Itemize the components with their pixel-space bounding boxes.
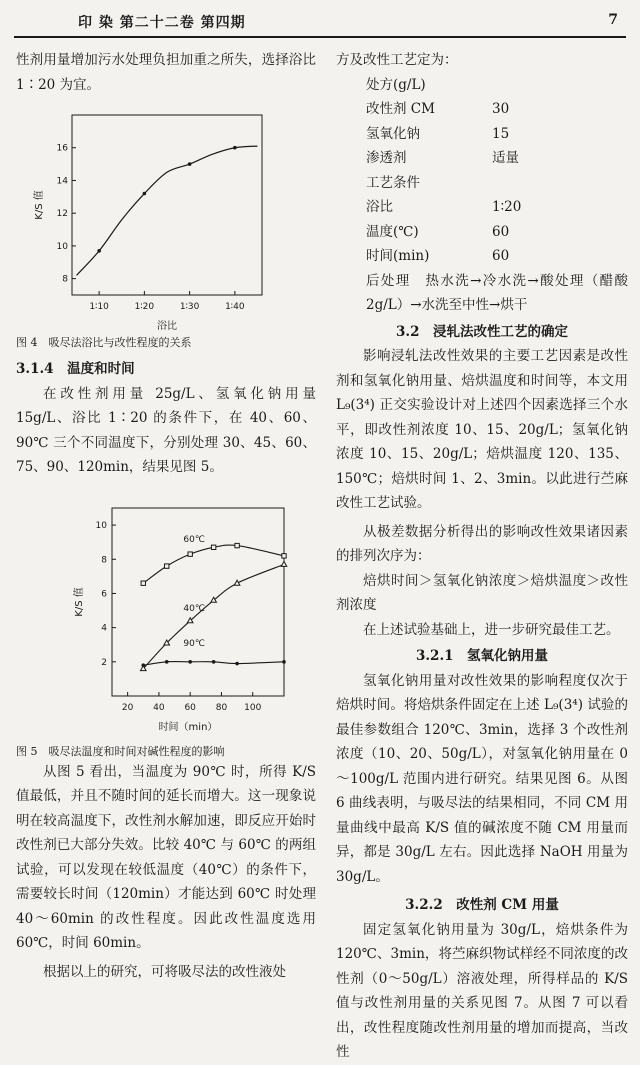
x-tick-label: 1∶40 — [225, 302, 245, 312]
series-label: 60℃ — [183, 534, 205, 545]
y-axis-title: K/S 值 — [74, 586, 85, 617]
y-tick-label: 8 — [101, 554, 107, 565]
section-heading-3-2: 3.2 浸轧法改性工艺的确定 — [396, 323, 568, 340]
section-heading-3-1-4: 3.1.4 温度和时间 — [16, 361, 135, 377]
recipe-row — [366, 97, 628, 122]
journal-title: 印 染 第二十二卷 第四期 — [78, 15, 246, 31]
data-point — [165, 660, 169, 664]
condition-value: 60 — [492, 223, 510, 240]
recipe-value: 15 — [492, 125, 510, 142]
y-tick-label: 2 — [101, 657, 107, 668]
condition-key: 浴比 — [366, 199, 393, 215]
series-line — [143, 564, 284, 668]
y-tick-label: 4 — [101, 623, 107, 634]
y-tick-label: 16 — [56, 143, 68, 154]
x-tick-label: 100 — [244, 702, 262, 713]
series-line — [77, 146, 258, 275]
condition-key: 时间(min) — [366, 248, 430, 264]
data-point — [281, 561, 287, 566]
recipe-key: 氢氧化钠 — [366, 125, 420, 142]
x-tick-label: 1∶10 — [89, 302, 109, 312]
section-heading-3-2-2: 3.2.2 改性剂 CM 用量 — [405, 897, 559, 913]
section-heading-3-2-1: 3.2.1 氢氧化钠用量 — [415, 648, 549, 664]
x-axis-title: 浴比 — [157, 321, 177, 332]
x-tick-label: 80 — [215, 702, 228, 713]
recipe-row — [366, 146, 628, 171]
recipe-key: 渗透剂 — [366, 150, 407, 166]
paragraph: 从图 5 看出，当温度为 90℃ 时，所得 K/S 值最低，并且不随时间的延长而增大。这一现象说明在较高温度下，改性剂水解加速，即反应开始时改性剂已大部分失效。比较 40℃ 与 60℃ 的两组试验，可以发现在较低温度（40℃）的条件下，需要较长时间（120min）才能达到 60℃ 时处理 40～60min 的改性程度。因此改性温度选用 60℃，时间 60min。 — [16, 763, 316, 951]
right-column — [336, 48, 628, 1065]
condition-key: 温度(℃) — [366, 223, 419, 240]
figure-5-caption: 图 5 吸尽法温度和时间对碱性程度的影响 — [16, 744, 225, 758]
data-point — [235, 543, 239, 547]
data-point — [188, 660, 192, 664]
recipe-value: 30 — [492, 101, 510, 117]
data-point — [235, 661, 239, 665]
x-axis-title: 时间（min） — [158, 721, 218, 733]
paragraph: 性剂用量增加污水处理负担加重之所失，选择浴比 1∶20 为宜。 — [16, 52, 316, 93]
page-number: 7 — [608, 12, 618, 28]
header-rule — [14, 36, 626, 38]
data-point — [188, 162, 192, 166]
data-point — [143, 192, 147, 196]
data-point — [141, 581, 145, 585]
y-tick-label: 10 — [56, 241, 68, 252]
x-tick-label: 1∶30 — [179, 302, 200, 312]
x-tick-label: 60 — [184, 702, 196, 713]
paragraph: 根据以上的研究，可将吸尽法的改性液处 — [43, 963, 286, 980]
figure-4-chart — [16, 97, 316, 333]
paragraph: 方及改性工艺定为： — [336, 52, 458, 68]
recipe-block — [336, 73, 628, 269]
data-point — [141, 663, 145, 667]
condition-row — [366, 195, 628, 220]
data-point — [165, 563, 169, 567]
paragraph: 氢氧化钠用量对改性效果的影响程度仅次于焙烘时间。将焙烘条件固定在上述 L₉(3⁴) 试验的最佳参数组合 120℃、3min，选择 3 个改性剂浓度（10、20、50g/L），对氢氧化钠用量在 0～100g/L 范围内进行研究。结果见图 6。从图 6 曲线表明，与吸尽法的结果相同，不同 CM 用量曲线中最高 K/S 值的碱浓度不随 CM 用量而异，都是 30g/L 左右。因此选择 NaOH 用量为 30g/L。 — [336, 672, 628, 885]
figure-4 — [16, 97, 316, 333]
y-axis-title: K/S 值 — [34, 190, 45, 220]
recipe-key: 改性剂 CM — [366, 101, 435, 117]
data-point — [282, 660, 286, 664]
condition-title: 工艺条件 — [366, 174, 420, 191]
figure-5-chart — [16, 486, 316, 742]
data-point — [282, 553, 286, 557]
paragraph: 焙烘时间＞氢氧化钠浓度＞焙烘温度＞改性剂浓度 — [336, 572, 628, 613]
recipe-title: 处方(g/L) — [366, 76, 426, 93]
running-header — [78, 12, 618, 34]
post-treatment: 后处理 热水洗→冷水洗→酸处理（醋酸 2g/L）→水洗至中性→烘干 — [366, 272, 628, 313]
paragraph: 在上述试验基础上，进一步研究最佳工艺。 — [363, 621, 620, 638]
paragraph: 在改性剂用量 25g/L、氢氧化钠用量 15g/L、浴比 1∶20 的条件下，在 40、60、90℃ 三个不同温度下，分别处理 30、45、60、75、90、120min，结果见图 5。 — [16, 385, 316, 475]
x-tick-label: 40 — [153, 702, 165, 713]
paragraph: 固定氢氧化钠用量为 30g/L，焙烘条件为 120℃、3min，将苎麻织物试样经不同浓度的改性剂（0～50g/L）溶液处理，所得样品的 K/S 值与改性剂用量的关系见图 7。从图 7 可以看出，改性程度随改性剂用量的增加而提高，当改性 — [336, 921, 628, 1060]
recipe-value: 适量 — [492, 150, 519, 166]
condition-value: 60 — [492, 248, 510, 264]
y-tick-label: 10 — [95, 520, 107, 531]
plot-frame — [72, 115, 262, 295]
y-tick-label: 12 — [56, 209, 68, 220]
series-label: 90℃ — [183, 638, 205, 649]
paragraph: 从极差数据分析得出的影响改性效果诸因素的排列次序为： — [336, 523, 628, 564]
recipe-row — [366, 122, 628, 147]
left-column — [16, 48, 316, 984]
y-tick-label: 14 — [56, 176, 68, 187]
data-point — [234, 580, 240, 585]
data-point — [211, 545, 215, 549]
figure-4-caption: 图 4 吸尽法浴比与改性程度的关系 — [16, 336, 192, 349]
condition-row — [366, 220, 628, 245]
series-label: 40℃ — [183, 603, 205, 614]
y-tick-label: 6 — [101, 588, 107, 599]
x-tick-label: 20 — [121, 702, 134, 713]
data-point — [97, 249, 101, 253]
data-point — [188, 551, 192, 555]
paragraph: 影响浸轧法改性效果的主要工艺因素是改性剂和氢氧化钠用量、焙烘温度和时间等，本文用 L₉(3⁴) 正交实验设计对上述四个因素选择三个水平，即改性剂浓度 10、15、20g/L；氢氧化钠浓度 10、15、20g/L；焙烘温度 120、135、150℃；焙烘时间 1、2、3min。以此进行苎麻改性工艺试验。 — [336, 348, 628, 511]
x-tick-label: 1∶20 — [134, 302, 155, 312]
condition-row — [366, 244, 628, 269]
data-point — [212, 660, 216, 664]
condition-value: 1∶20 — [492, 199, 522, 215]
data-point — [233, 146, 237, 150]
figure-5 — [16, 486, 316, 742]
y-tick-label: 8 — [62, 274, 68, 285]
